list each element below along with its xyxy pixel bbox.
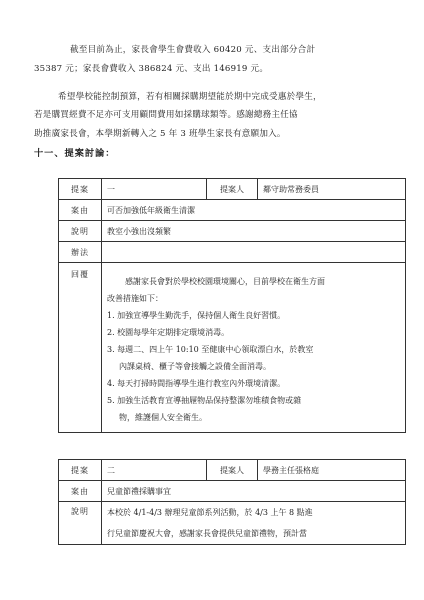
- budget-paragraph-line: 若是購買經費不足亦可支用顧問費用如採購球類等。感謝總務主任協: [34, 110, 298, 120]
- table-row: [59, 481, 406, 502]
- finance-paragraph-line: 截至目前為止，家長會學生會費收入 60420 元、支出部分合計: [70, 45, 316, 55]
- reply-item: 5. 加強生活教育宣導抽屜物品保持整潔勿堆積食物或雜: [107, 396, 302, 405]
- proposer-label: 提案人: [207, 460, 258, 481]
- proposer-name: 鄰守助常務委員: [258, 179, 406, 200]
- finance-paragraph-line: 35387 元；家長會費收入 386824 元、支出 146919 元。: [34, 64, 269, 74]
- section-heading: 十一、提案討論：: [34, 148, 116, 159]
- proposal-number: 二: [102, 460, 207, 481]
- method-value: [102, 242, 406, 263]
- reply-item-continuation: 內課桌椅、櫃子等會接觸之設備全面消毒。: [119, 362, 271, 371]
- reply-label: 回覆: [59, 263, 102, 433]
- reply-item: 1. 加強宣導學生勤洗手，保持個人衛生良好習慣。: [107, 311, 286, 320]
- description-line: 行兒童節慶祝大會，感謝家長會提供兒童節禮物，預計當: [107, 529, 307, 538]
- reply-item: 3. 每週二、四上午 10:10 至健康中心領取漂白水，於教室: [107, 345, 314, 354]
- budget-paragraph-line: 希望學校能控制預算，若有相關採購期望能於期中完成受惠於學生，: [58, 92, 322, 102]
- table-row: [59, 179, 406, 200]
- reason-label: 案由: [59, 481, 102, 502]
- reply-cell: [102, 263, 406, 433]
- proposal-table-1: [58, 178, 406, 433]
- table-row: [59, 221, 406, 242]
- table-row: [59, 460, 406, 481]
- proposal-table-2: [58, 459, 406, 545]
- reason-value: 可否加強低年級衛生清潔: [102, 200, 406, 221]
- proposal-number: 一: [102, 179, 207, 200]
- reply-item-continuation: 物，維護個人安全衛生。: [119, 413, 207, 422]
- description-label: 說明: [59, 502, 102, 545]
- reply-item: 4. 每天打掃時間指導學生進行教室內外環境清潔。: [107, 379, 286, 388]
- reason-label: 案由: [59, 200, 102, 221]
- reply-item: 2. 校園每學年定期排定環境消毒。: [107, 328, 230, 337]
- description-value: 教室小強出沒頻繁: [102, 221, 406, 242]
- description-cell: [102, 502, 406, 545]
- method-label: 辦法: [59, 242, 102, 263]
- reply-intro-line: 改善措施如下：: [107, 294, 163, 303]
- table-row: [59, 502, 406, 545]
- reason-value: 兒童節禮採購事宜: [102, 481, 406, 502]
- description-label: 說明: [59, 221, 102, 242]
- proposer-name: 學務主任張格庭: [258, 460, 406, 481]
- proposer-label: 提案人: [207, 179, 258, 200]
- table-row: [59, 200, 406, 221]
- description-line: 本校於 4/1-4/3 辦理兒童節系列活動，於 4/3 上午 8 點進: [107, 508, 313, 517]
- budget-paragraph-line: 助推廣家長會，本學期新轉入之 5 年 3 班學生家長有意願加入。: [34, 129, 286, 139]
- proposal-label: 提案: [59, 179, 102, 200]
- table-row: [59, 242, 406, 263]
- table-row: [59, 263, 406, 433]
- proposal-label: 提案: [59, 460, 102, 481]
- reply-intro-line: 感謝家長會對於學校校園環境關心，目前學校在衛生方面: [125, 277, 325, 286]
